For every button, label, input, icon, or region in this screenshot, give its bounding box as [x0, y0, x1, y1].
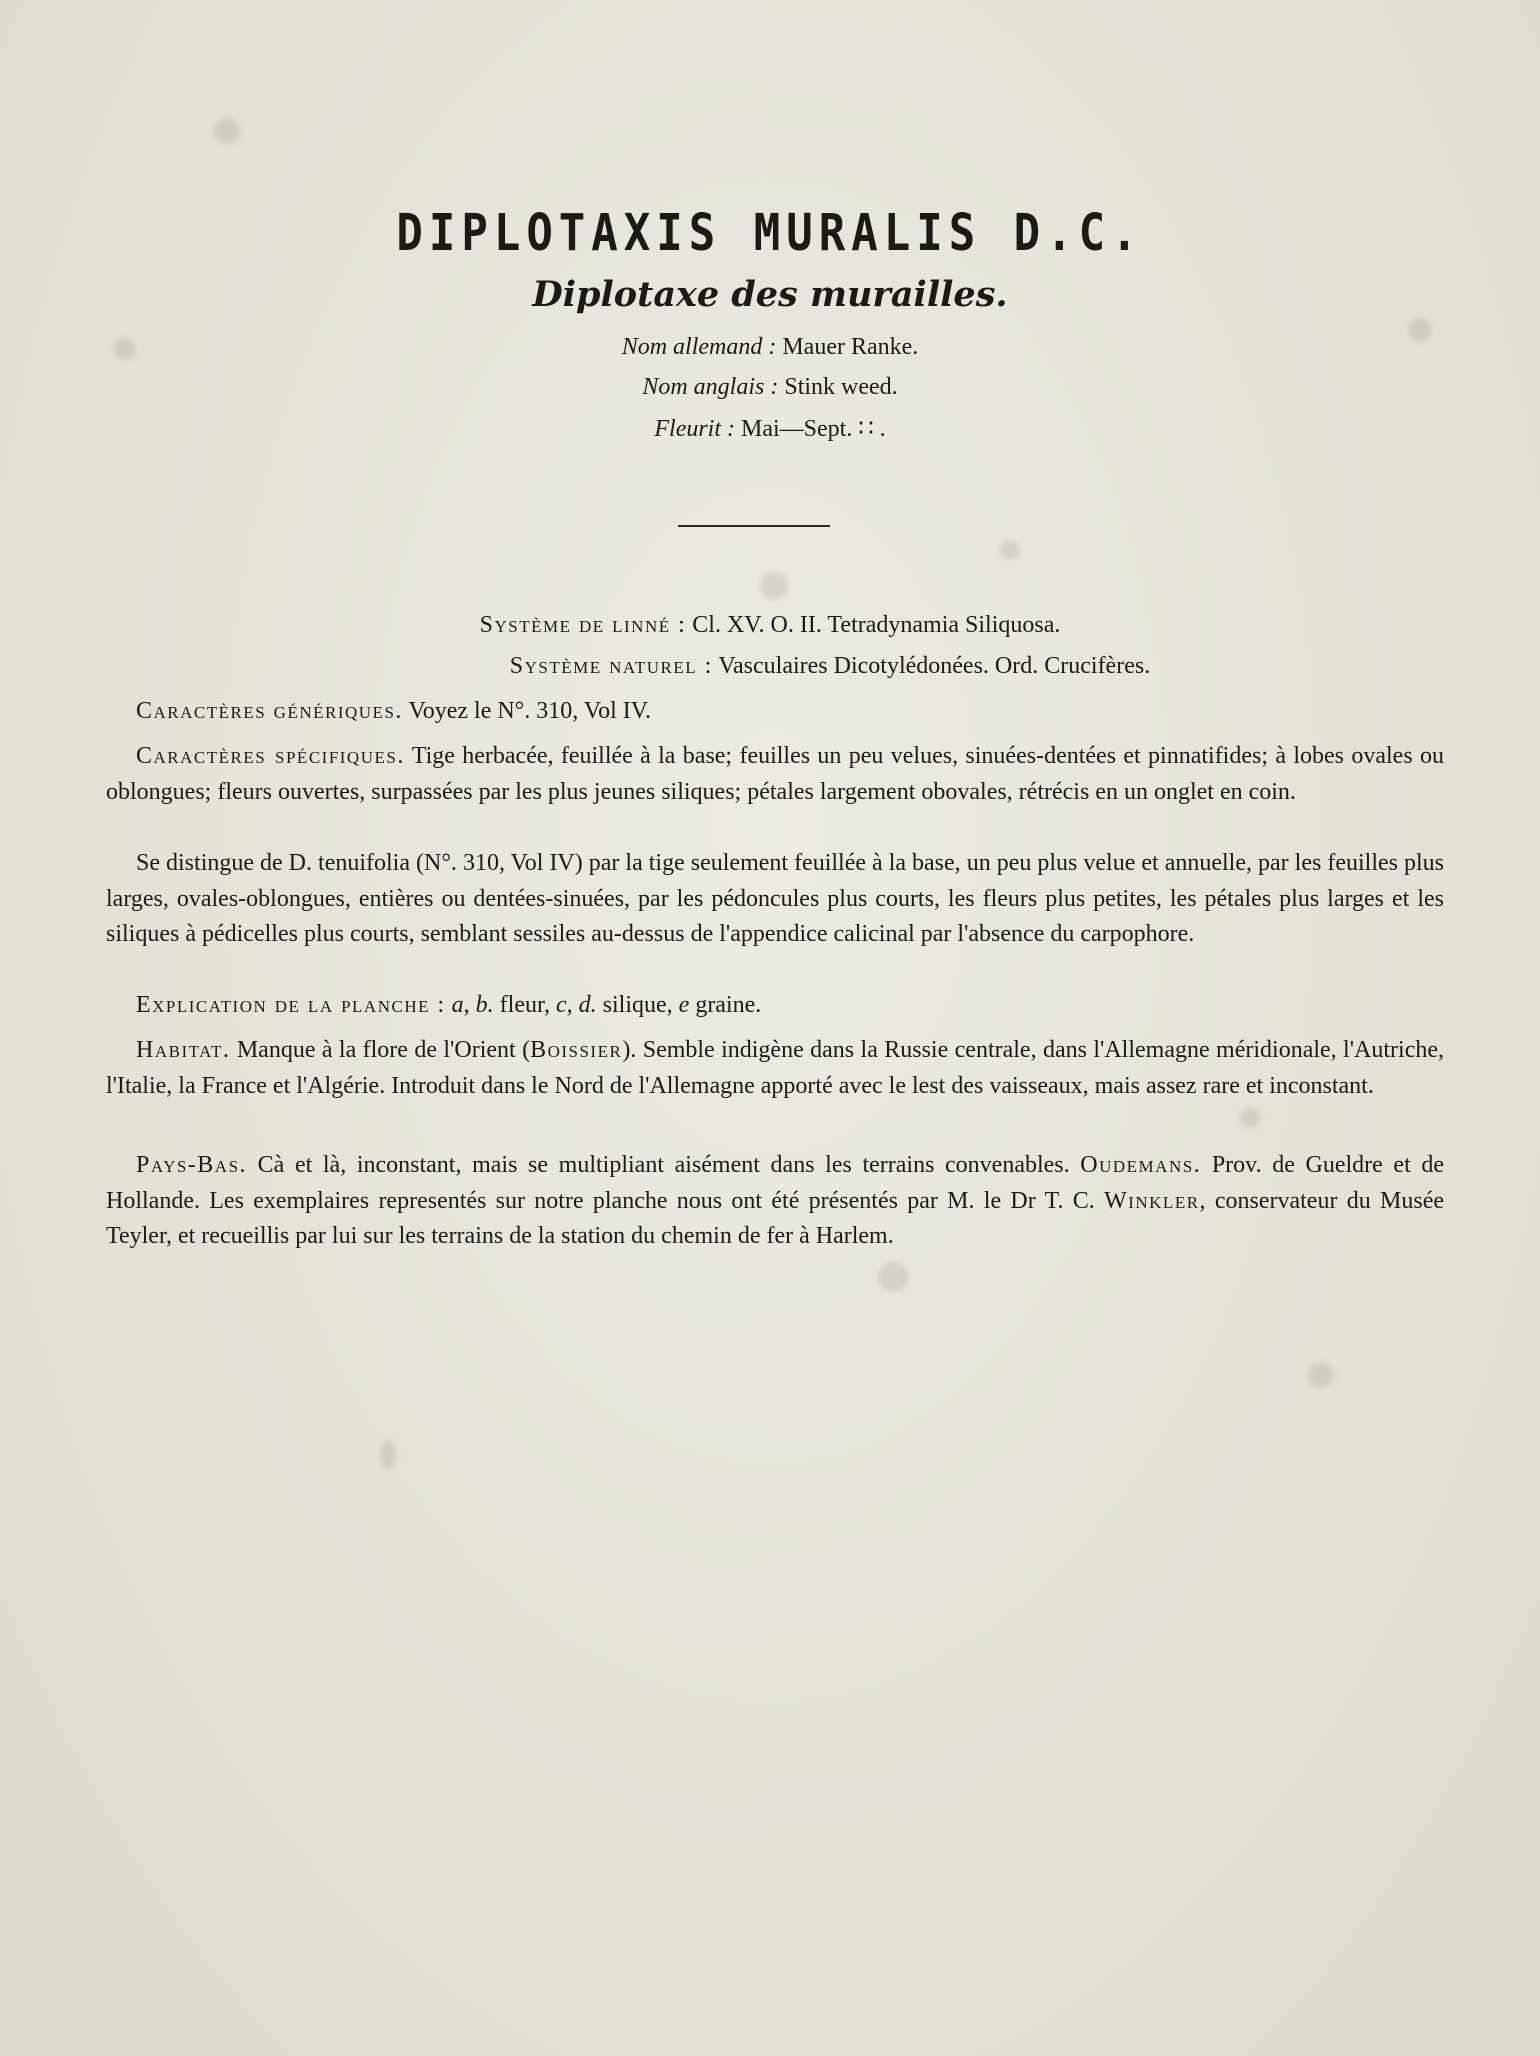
explication-graine: graine.	[695, 992, 762, 1018]
explication-b: b.	[475, 992, 494, 1018]
nom-anglais-line	[0, 374, 1540, 401]
pays-bas-post: , conservateur du Musée Teyler, et recueillis par lui sur les terrains de la station du chemin de fer à Harlem.	[106, 1187, 1444, 1249]
nom-allemand-label: Nom allemand :	[621, 334, 777, 360]
nom-allemand-value: Mauer Ranke.	[782, 334, 919, 360]
paper-spot	[1308, 1362, 1334, 1388]
explication-c: c	[556, 992, 567, 1018]
pays-bas-winkler: Winkler	[1104, 1187, 1200, 1214]
habitat-post: ). Semble indigène dans la Russie centrale, dans l'Allemagne méridionale, l'Autriche, l'Italie, la France et l'Algérie. Introduit dans le Nord de l'Allemagne apporté avec le lest des vaisseaux, mais assez rare et inconstant.	[106, 1037, 1445, 1099]
pays-bas-oudemans: Oudemans.	[1080, 1152, 1202, 1178]
systeme-naturel-line	[60, 653, 1540, 680]
habitat-pre: Manque à la flore de l'Orient (	[236, 1037, 531, 1063]
caracteres-specifiques-label: Caractères spécifiques.	[136, 743, 405, 769]
caracteres-generiques-text: Voyez le N°. 310, Vol IV.	[408, 698, 651, 724]
explication-planche: Explication de la planche : a, b. fleur, c, d. silique, e graine.	[136, 992, 762, 1018]
habitat-label: Habitat.	[136, 1037, 231, 1063]
caracteres-generiques	[106, 694, 1444, 730]
caracteres-specifiques-text: Tige herbacée, feuillée à la base; feuilles un peu velues, sinuées-dentées et pinnatifides; à lobes ovales ou oblongues; fleurs ouvertes, surpassées par les plus jeunes siliques; pétales largement obovales, rétrécis en un onglet en coin.	[106, 743, 1445, 805]
pays-bas-mid: Prov. de Gueldre et de Hollande. Les exemplaires representés sur notre planche nous ont été présentés par M. le Dr T. C.	[106, 1152, 1445, 1214]
fleurit-line	[0, 414, 1540, 443]
paper-spot	[380, 1440, 396, 1470]
caracteres-generiques-label: Caractères génériques.	[136, 698, 403, 724]
page-subtitle: Diplotaxe des murailles.	[532, 274, 1008, 315]
caracteres-specifiques	[106, 739, 1444, 810]
page-title: DIPLOTAXIS MURALIS D.C.	[396, 204, 1144, 263]
nom-anglais-label: Nom anglais :	[642, 374, 779, 400]
systeme-linne-line	[0, 612, 1540, 639]
paper-spot	[1240, 1108, 1260, 1128]
explication-e: e	[678, 992, 690, 1018]
explication-d: d.	[578, 992, 597, 1018]
systeme-naturel-label: Système naturel :	[509, 653, 713, 679]
paper-spot	[214, 118, 240, 144]
nom-anglais-value: Stink weed.	[784, 374, 898, 400]
pays-bas-paragraph	[106, 1148, 1444, 1255]
systeme-linne-label: Système de linné :	[479, 612, 687, 638]
explication-fleur: fleur,	[499, 992, 550, 1018]
explication-label: Explication de la planche :	[136, 992, 446, 1018]
paper-spot	[1000, 540, 1020, 560]
paper-spot	[760, 572, 788, 600]
explication-a: a	[451, 992, 464, 1018]
paper-spot	[878, 1262, 908, 1292]
pays-bas-label: Pays-Bas.	[136, 1152, 248, 1178]
fleurit-label: Fleurit :	[654, 416, 736, 442]
explication-silique: silique,	[602, 992, 673, 1018]
distingue-paragraph: Se distingue de D. tenuifolia (N°. 310, Vol IV) par la tige seulement feuillée à la base, un peu plus velue et annuelle, par les feuilles plus larges, ovales-oblongues, entières ou dentées-sinuées, par les pédoncules plus courts, les fleurs plus petites, les pétales plus larges et les siliques à pédicelles plus courts, semblant sessiles au-dessus de l'appendice calicinal par l'absence du carpophore.	[106, 850, 1444, 947]
fleurit-value: Mai—Sept. ∷ .	[741, 416, 886, 442]
habitat-paragraph	[106, 1033, 1444, 1104]
separator-rule	[678, 525, 830, 527]
systeme-naturel-value: Vasculaires Dicotylédonées. Ord. Crucifères.	[718, 653, 1151, 679]
habitat-boissier: Boissier	[530, 1037, 623, 1063]
pays-bas-pre: Cà et là, inconstant, mais se multipliant aisément dans les terrains convenables.	[257, 1152, 1070, 1178]
systeme-linne-value: Cl. XV. O. II. Tetradynamia Siliquosa.	[692, 612, 1061, 638]
nom-allemand-line	[0, 334, 1540, 361]
